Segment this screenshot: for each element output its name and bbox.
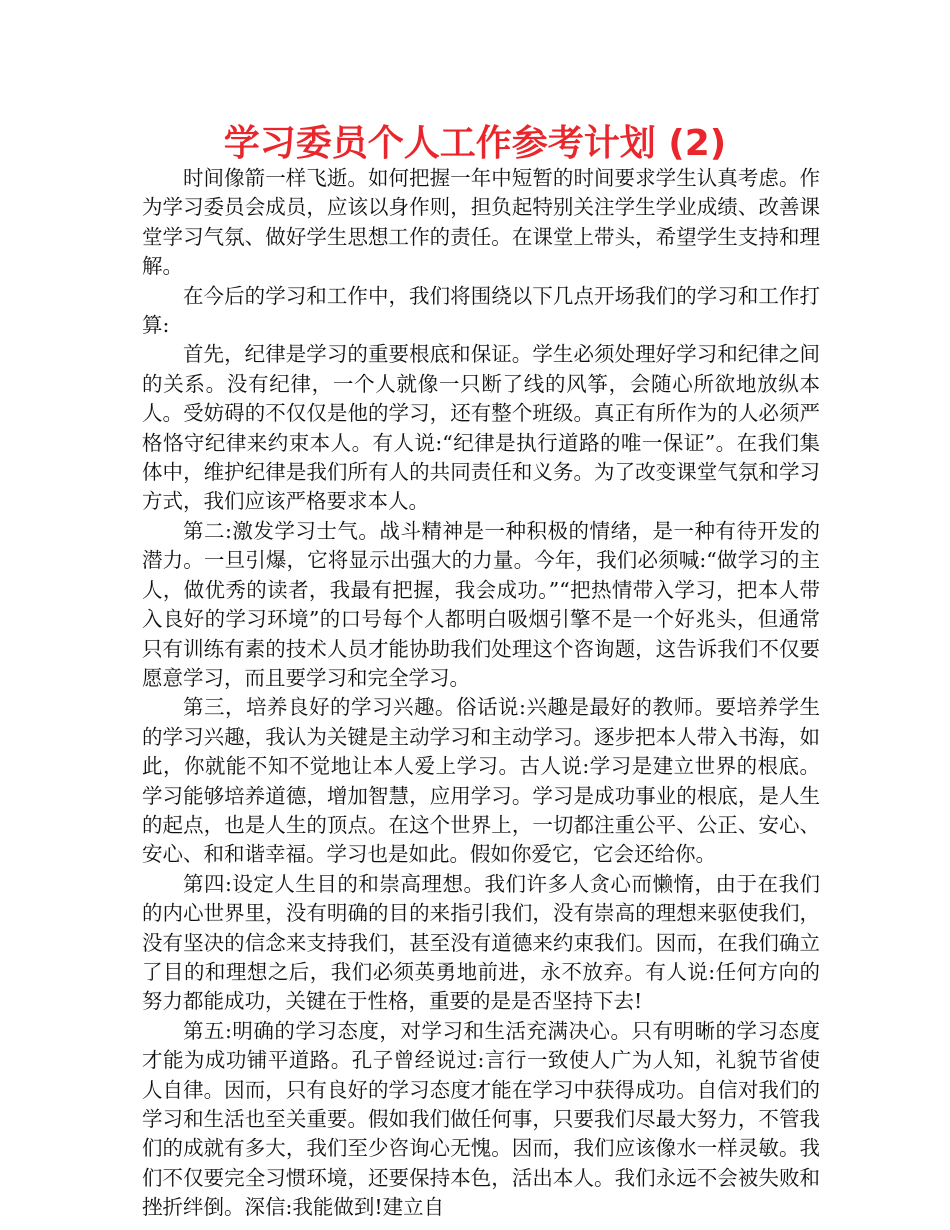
paragraph: 时间像箭一样飞逝。如何把握一年中短暂的时间要求学生认真考虑。作为学习委员会成员，应该以身作则，担负起特别关注学生学业成绩、改善课堂学习气氛、做好学生思想工作的责任。在课堂上带头，希望学生支持和理解。 (142, 166, 820, 279)
paragraph: 第三，培养良好的学习兴趣。俗话说:兴趣是最好的教师。要培养学生的学习兴趣，我认为关键是主动学习和主动学习。逐步把本人带入书海，如此，你就能不知不觉地让本人爱上学习。古人说:学习是建立世界的根底。学习能够培养道德，增加智慧，应用学习。学习是成功事业的根底，是人生的起点，也是人生的顶点。在这个世界上，一切都注重公平、公正、安心、安心、和和谐幸福。学习也是如此。假如你爱它，它会还给你。 (142, 695, 820, 867)
paragraph: 第四:设定人生目的和崇高理想。我们许多人贪心而懒惰，由于在我们的内心世界里，没有明确的目的来指引我们，没有崇高的理想来驱使我们，没有坚决的信念来支持我们，甚至没有道德来约束我们。因而，在我们确立了目的和理想之后，我们必须英勇地前进，永不放弃。有人说:任何方向的努力都能成功，关键在于性格，重要的是是否坚持下去! (142, 871, 820, 1014)
document-body (142, 164, 820, 1223)
paragraph: 第五:明确的学习态度，对学习和生活充满决心。只有明晰的学习态度才能为成功铺平道路。孔子曾经说过:言行一致使人广为人知，礼貌节省使人自律。因而，只有良好的学习态度才能在学习中获得成功。自信对我们的学习和生活也至关重要。假如我们做任何事，只要我们尽最大努力，不管我们的成就有多大，我们至少咨询心无愧。因而，我们应该像水一样灵敏。我们不仅要完全习惯环境，还要保持本色，活出本人。我们永远不会被失败和挫折绊倒。深信:我能做到!建立自 (142, 1018, 820, 1220)
paragraph: 第二:激发学习士气。战斗精神是一种积极的情绪，是一种有待开发的潜力。一旦引爆，它将显示出强大的力量。今年，我们必须喊:“做学习的主人，做优秀的读者，我最有把握，我会成功。”“把热情带入学习，把本人带入良好的学习环境”的口号每个人都明白吸烟引擎不是一个好兆头，但通常只有训练有素的技术人员才能协助我们处理这个咨询题，这告诉我们不仅要愿意学习，而且要学习和完全学习。 (142, 518, 820, 690)
paragraph: 在今后的学习和工作中，我们将围绕以下几点开场我们的学习和工作打算: (142, 283, 820, 338)
document-title: 学习委员个人工作参考计划 (2) (223, 123, 727, 164)
paragraph: 首先，纪律是学习的重要根底和保证。学生必须处理好学习和纪律之间的关系。没有纪律，一个人就像一只断了线的风筝，会随心所欲地放纵本人。受妨碍的不仅仅是他的学习，还有整个班级。真正有所作为的人必须严格恪守纪律来约束本人。有人说:“纪律是执行道路的唯一保证”。在我们集体中，维护纪律是我们所有人的共同责任和义务。为了改变课堂气氛和学习方式，我们应该严格要求本人。 (142, 342, 820, 514)
